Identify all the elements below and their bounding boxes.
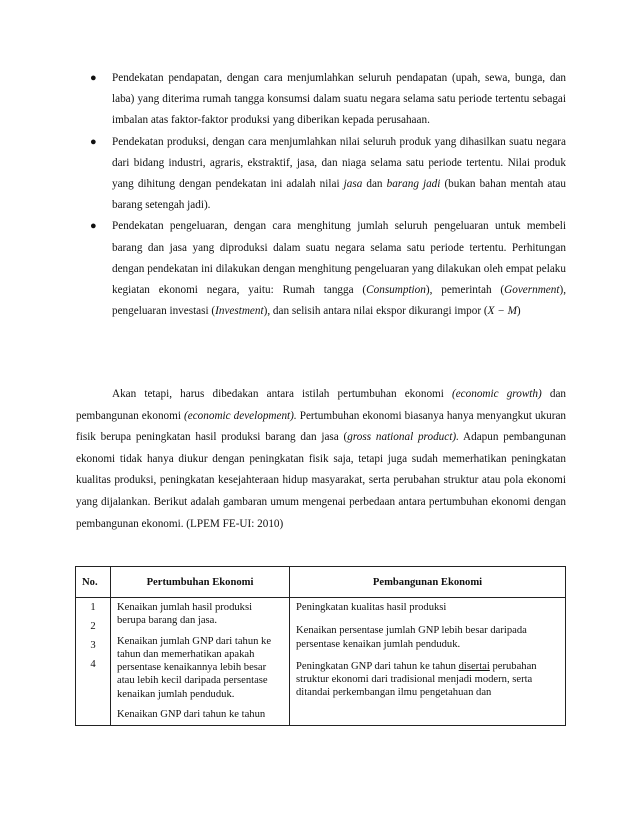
italic-text: barang jadi	[386, 178, 441, 191]
row-number: 2	[90, 621, 96, 632]
italic-text: gross national product).	[347, 431, 459, 444]
text-run: Pendekatan pendapatan, dengan cara menjumlahkan seluruh pendapatan (upah, sewa, bunga, dan laba) yang diterima rumah tangga konsumsi dalam suatu negara selama satu periode tertentu sebagai imbalan atas faktor-faktor produksi yang diberikan kepada perusahaan.	[112, 72, 566, 127]
row-numbers-cell	[76, 598, 111, 726]
comparison-table	[75, 566, 566, 726]
development-item-text: Peningkatan GNP dari tahun ke tahun	[296, 660, 459, 672]
text-run: Akan tetapi, harus dibedakan antara istilah pertumbuhan ekonomi	[112, 388, 452, 400]
table-header-row	[76, 567, 566, 598]
italic-text: (economic growth)	[451, 388, 542, 400]
text-run: ), pemerintah (	[425, 284, 505, 297]
bullet-text	[112, 220, 566, 317]
body-paragraph	[76, 384, 566, 535]
development-item: Peningkatan kualitas hasil produksi	[296, 602, 447, 613]
italic-text: Investment	[215, 305, 264, 318]
approach-bullet-list	[90, 68, 566, 322]
text-run: Pertumbuhan ekonomi biasanya hanya menyangkut ukuran fisik berupa peningkatan hasil produksi barang dan jasa (	[76, 409, 567, 444]
bullet-text	[112, 136, 566, 212]
header-no: No.	[76, 567, 111, 598]
development-item	[296, 660, 559, 700]
italic-text: (economic development).	[184, 409, 297, 422]
text-run: Pendekatan pengeluaran, dengan cara menghitung jumlah seluruh pengeluaran untuk membeli barang dan jasa yang diproduksi dalam suatu negara selama satu periode tertentu. Perhitungan dengan pendekatan ini dilakukan dengan menghitung pengeluaran yang dilakukan oleh empat pelaku kegiatan ekonomi negara, yaitu: Rumah tangga (	[112, 220, 566, 297]
text-run: ), dan selisih antara nilai ekspor dikurangi impor (	[263, 305, 488, 318]
bullet-expenditure-approach	[90, 216, 566, 322]
italic-text: jasa	[343, 178, 363, 191]
italic-text: Consumption	[366, 284, 426, 297]
italic-text: Government	[504, 284, 560, 297]
growth-cell	[111, 598, 290, 726]
header-growth: Pertumbuhan Ekonomi	[111, 567, 290, 598]
row-number: 1	[90, 602, 96, 613]
text-run: )	[516, 305, 521, 318]
row-number: 4	[90, 659, 96, 670]
bullet-production-approach	[90, 132, 566, 217]
growth-item: Kenaikan jumlah hasil produksi berupa barang dan jasa.	[117, 602, 253, 627]
bullet-text	[112, 72, 566, 126]
text-run: dan pembangunan ekonomi	[76, 388, 567, 422]
text-run: dan	[362, 178, 387, 191]
row-number: 3	[90, 640, 96, 651]
bullet-dot-icon: ●	[90, 72, 97, 84]
text-run: (bukan bahan mentah atau barang setengah jadi).	[112, 178, 566, 212]
text-run: ), pengeluaran investasi (	[112, 284, 566, 318]
growth-item: Kenaikan jumlah GNP dari tahun ke tahun dan memerhatikan apakah persentase kenaikannya lebih besar atau lebih kecil daripada persentase kenaikan jumlah penduduk.	[117, 635, 272, 700]
development-item: Kenaikan persentase jumlah GNP lebih besar daripada persentase kenaikan jumlah penduduk.	[296, 625, 527, 650]
text-run: Adapun pembangunan ekonomi tidak hanya diukur dengan peningkatan fisik saja, tetapi juga sudah memerhatikan peningkatan kualitas produksi, peningkatan kesejahteraan hidup masyarakat, serta perubahan struktur atau pola ekonomi yang dijalankan. Berikut adalah gambaran umum mengenai perbedaan antara pertumbuhan ekonomi dengan pembangunan ekonomi. (LPEM FE-UI: 2010)	[76, 431, 566, 530]
development-item-text: perubahan struktur ekonomi dari tradisional menjadi modern, serta ditandai perkembangan ilmu pengetahuan dan	[296, 660, 537, 699]
table-row	[76, 598, 566, 726]
italic-text: X − M	[487, 305, 517, 318]
development-cell	[290, 598, 566, 726]
bullet-dot-icon: ●	[90, 220, 97, 233]
header-development: Pembangunan Ekonomi	[290, 567, 566, 598]
growth-item: Kenaikan GNP dari tahun ke tahun	[117, 709, 266, 721]
bullet-income-approach	[90, 68, 566, 132]
underlined-word: disertai	[458, 660, 490, 672]
bullet-dot-icon: ●	[90, 135, 97, 148]
text-run: Pendekatan produksi, dengan cara menjumlahkan nilai seluruh produk yang dihasilkan suatu negara dari bidang industri, agraris, ekstraktif, jasa, dan niaga selama satu periode tertentu. Nilai produk yang dihitung dengan pendekatan ini adalah nilai	[112, 135, 566, 191]
